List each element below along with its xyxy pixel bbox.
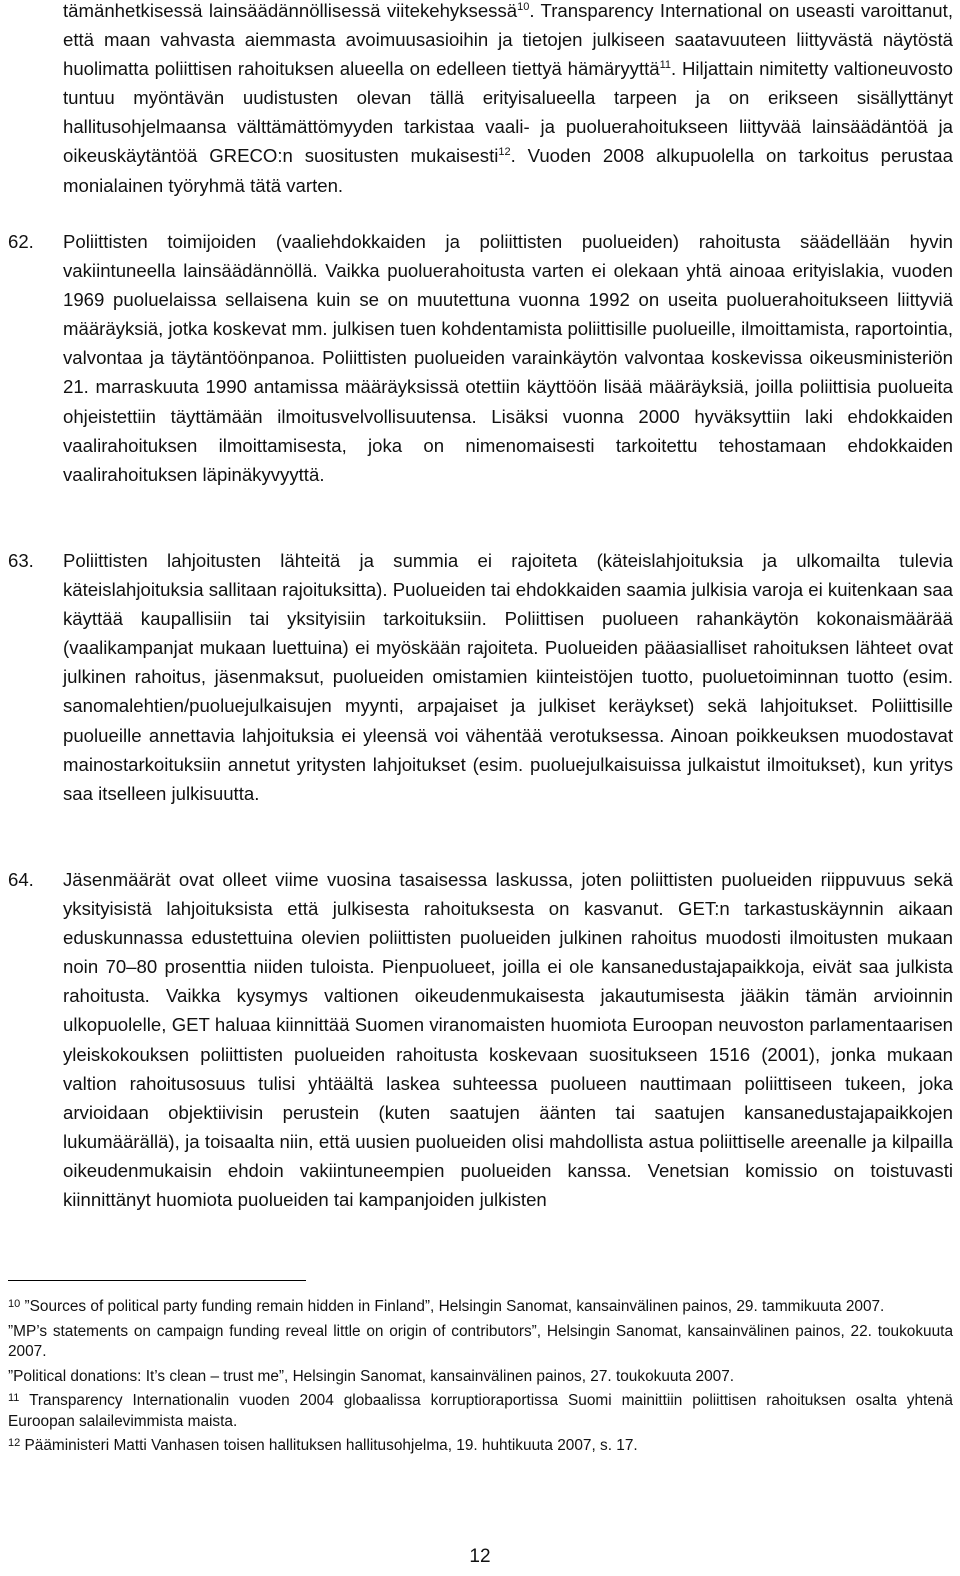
footnote	[8, 1367, 953, 1388]
paragraph-number: 64.	[8, 869, 34, 890]
footnotes	[8, 1297, 953, 1461]
paragraph-number: 62.	[8, 231, 34, 252]
paragraph-text: tämänhetkisessä lainsäädännöllisessä viitekehyksessä	[63, 0, 518, 21]
continued-paragraph	[63, 0, 953, 200]
paragraph-text: Poliittisten lahjoitusten lähteitä ja summia ei rajoiteta (käteislahjoituksia ja ulkomailta tulevia käteislahjoituksia sallitaan rajoituksitta). Puolueiden tai ehdokkaiden saamia julkisia varoja ei kuitenkaan saa käyttää kaupallisiin tai yksityisiin tarkoituksiin. Poliittisen puolueen rahankäytön kokonaismäärää (vaalikampanjat mukaan luettuina) ei myöskään rajoiteta. Puolueiden pääasialliset rahoituksen lähteet ovat julkinen rahoitus, jäsenmaksut, puolueiden omistamien kiinteistöjen tuotto, puoluetoiminnan tuotto (esim. sanomalehtien/puoluejulkaisujen myynti, arpajaiset ja julkiset keräykset) sekä lahjoitukset. Poliittisille puolueille annettavia lahjoituksia ei yleensä voi vähentää verotuksessa. Ainoan poikkeuksen muodostavat mainostarkoituksiin annetut yritysten lahjoitukset (esim. puoluejulkaisuissa julkaistut ilmoitukset), kun yritys saa itselleen julkisuutta.	[63, 550, 953, 804]
paragraph-text: . Hiljattain nimitetty valtioneuvosto tuntuu myöntävän uudistusten olevan tällä erityisalueella tarpeen ja on erikseen sisällyttänyt hallitusohjelmaansa välttämättömyyden tarkistaa vaali- ja puoluerahoitukseen liittyvää lainsäädäntöä ja oikeuskäytäntöä GRECO:n suositusten mukaisesti	[63, 58, 953, 167]
footnote-text: ”Sources of political party funding remain hidden in Finland”, Helsingin Sanomat, kansainvälinen painos, 29. tammikuuta 2007.	[24, 1298, 885, 1315]
paragraph-text: . Transparency International on useasti varoittanut, että maan vahvasta aiemmasta avoimuusasioihin ja tietojen julkiseen saatavuuteen liittyvästä näytöstä huolimatta poliittisen rahoituksen alueella on edelleen tiettyä hämäryyttä	[63, 0, 953, 80]
paragraph-number: 63.	[8, 550, 34, 571]
paragraph-text: Jäsenmäärät ovat olleet viime vuosina tasaisessa laskussa, joten poliittisten puolueiden riippuvuus sekä yksityisistä lahjoituksista että julkisesta rahoituksesta on kasvanut. GET:n tarkastuskäynnin aikaan eduskunnassa edustettuina olevien poliittisten puolueiden julkinen rahoitus muodosti ilmoitusten mukaan noin 70–80 prosenttia niiden tuloista. Pienpuolueet, joilla ei ole kansanedustajapaikkoja, eivät saa julkista rahoitusta. Vaikka kysymys valtionen oikeudenmukaisesta jakautumisesta jääkin tämän arvioinnin ulkopuolelle, GET haluaa kiinnittää Suomen viranomaisten huomiota Euroopan neuvoston parlamentaarisen yleiskokouksen poliittisten puolueiden rahoitusta koskevaan suositukseen 1516 (2001), jonka mukaan valtion rahoitusosuus tulisi yhtäältä laskea suhteessa puolueen nauttimaan poliittiseen tukeen, joka arvioidaan objektiivisin perustein (kuten saatujen äänten tai saatujen kansanedustajapaikkojen lukumäärällä), ja toisaalta niin, että uusien puolueiden olisi mahdollista astua poliittiselle areenalle ja kilpailla oikeudenmukaisin ehdoin vakiintuneempien puolueiden kanssa. Venetsian komissio on toistuvasti kiinnittänyt huomiota puolueiden tai kampanjoiden julkisten	[63, 869, 953, 1211]
footnote-text: ”MP’s statements on campaign funding reveal little on origin of contributors”, Helsingin Sanomat, kansainvälinen painos, 22. toukokuuta 2007.	[8, 1322, 953, 1360]
footnote	[8, 1322, 953, 1363]
paragraph-text: . Vuoden 2008 alkupuolella on tarkoitus perustaa monialainen työryhmä tätä varten.	[63, 145, 953, 196]
footnote-text: Pääministeri Matti Vanhasen toisen hallituksen hallitusohjelma, 19. huhtikuuta 2007, s. 17.	[24, 1437, 638, 1454]
paragraph-62	[8, 227, 953, 489]
footnote	[8, 1436, 953, 1457]
page-number: 12	[469, 1546, 491, 1567]
footnote-ref-12[interactable]: 12	[498, 146, 511, 159]
footnote	[8, 1297, 953, 1318]
footnote-separator	[8, 1280, 306, 1281]
footnote	[8, 1391, 953, 1432]
footnote-text: Transparency Internationalin vuoden 2004 globaalissa korruptioraportissa Suomi mainittiin poliittisen rahoituksen osalta yhtenä Euroopan salailevimmista maista.	[8, 1392, 953, 1430]
footnote-mark: 11	[8, 1392, 20, 1404]
footnote-text: ”Political donations: It’s clean – trust me”, Helsingin Sanomat, kansainvälinen painos, 27. toukokuuta 2007.	[8, 1367, 735, 1385]
footnote-mark: 10	[8, 1298, 21, 1310]
footnote-ref-11[interactable]: 11	[659, 59, 672, 72]
footnote-mark: 12	[8, 1437, 21, 1449]
footnote-ref-10[interactable]: 10	[517, 1, 530, 13]
paragraph-63	[8, 546, 953, 808]
paragraph-64	[8, 865, 953, 1214]
paragraph-text: Poliittisten toimijoiden (vaaliehdokkaiden ja poliittisten puolueiden) rahoitusta säädellään hyvin vakiintuneella lainsäädännöllä. Vaikka puoluerahoitusta varten ei olekaan yhtä ainoaa erityislakia, vuoden 1969 puoluelaissa sellaisena kuin se on muutettuna vuonna 1992 on useita puoluerahoitukseen liittyviä määräyksiä, jotka koskevat mm. julkisen tuen kohdentamista poliittisille puolueille, ilmoittamista, raportointia, valvontaa ja täytäntöönpanoa. Poliittisten puolueiden varainkäytön valvontaa koskevissa oikeusministeriön 21. marraskuuta 1990 antamissa määräyksissä otettiin käyttöön lisää määräyksiä, joilla poliittisia puolueita ohjeistettiin täyttämään ilmoitusvelvollisuutensa. Lisäksi vuonna 2000 hyväksyttiin laki ehdokkaiden vaalirahoituksen ilmoittamisesta, joka on nimenomaisesti tarkoitettu tehostamaan ehdokkaiden vaalirahoituksen läpinäkyvyyttä.	[63, 231, 953, 485]
